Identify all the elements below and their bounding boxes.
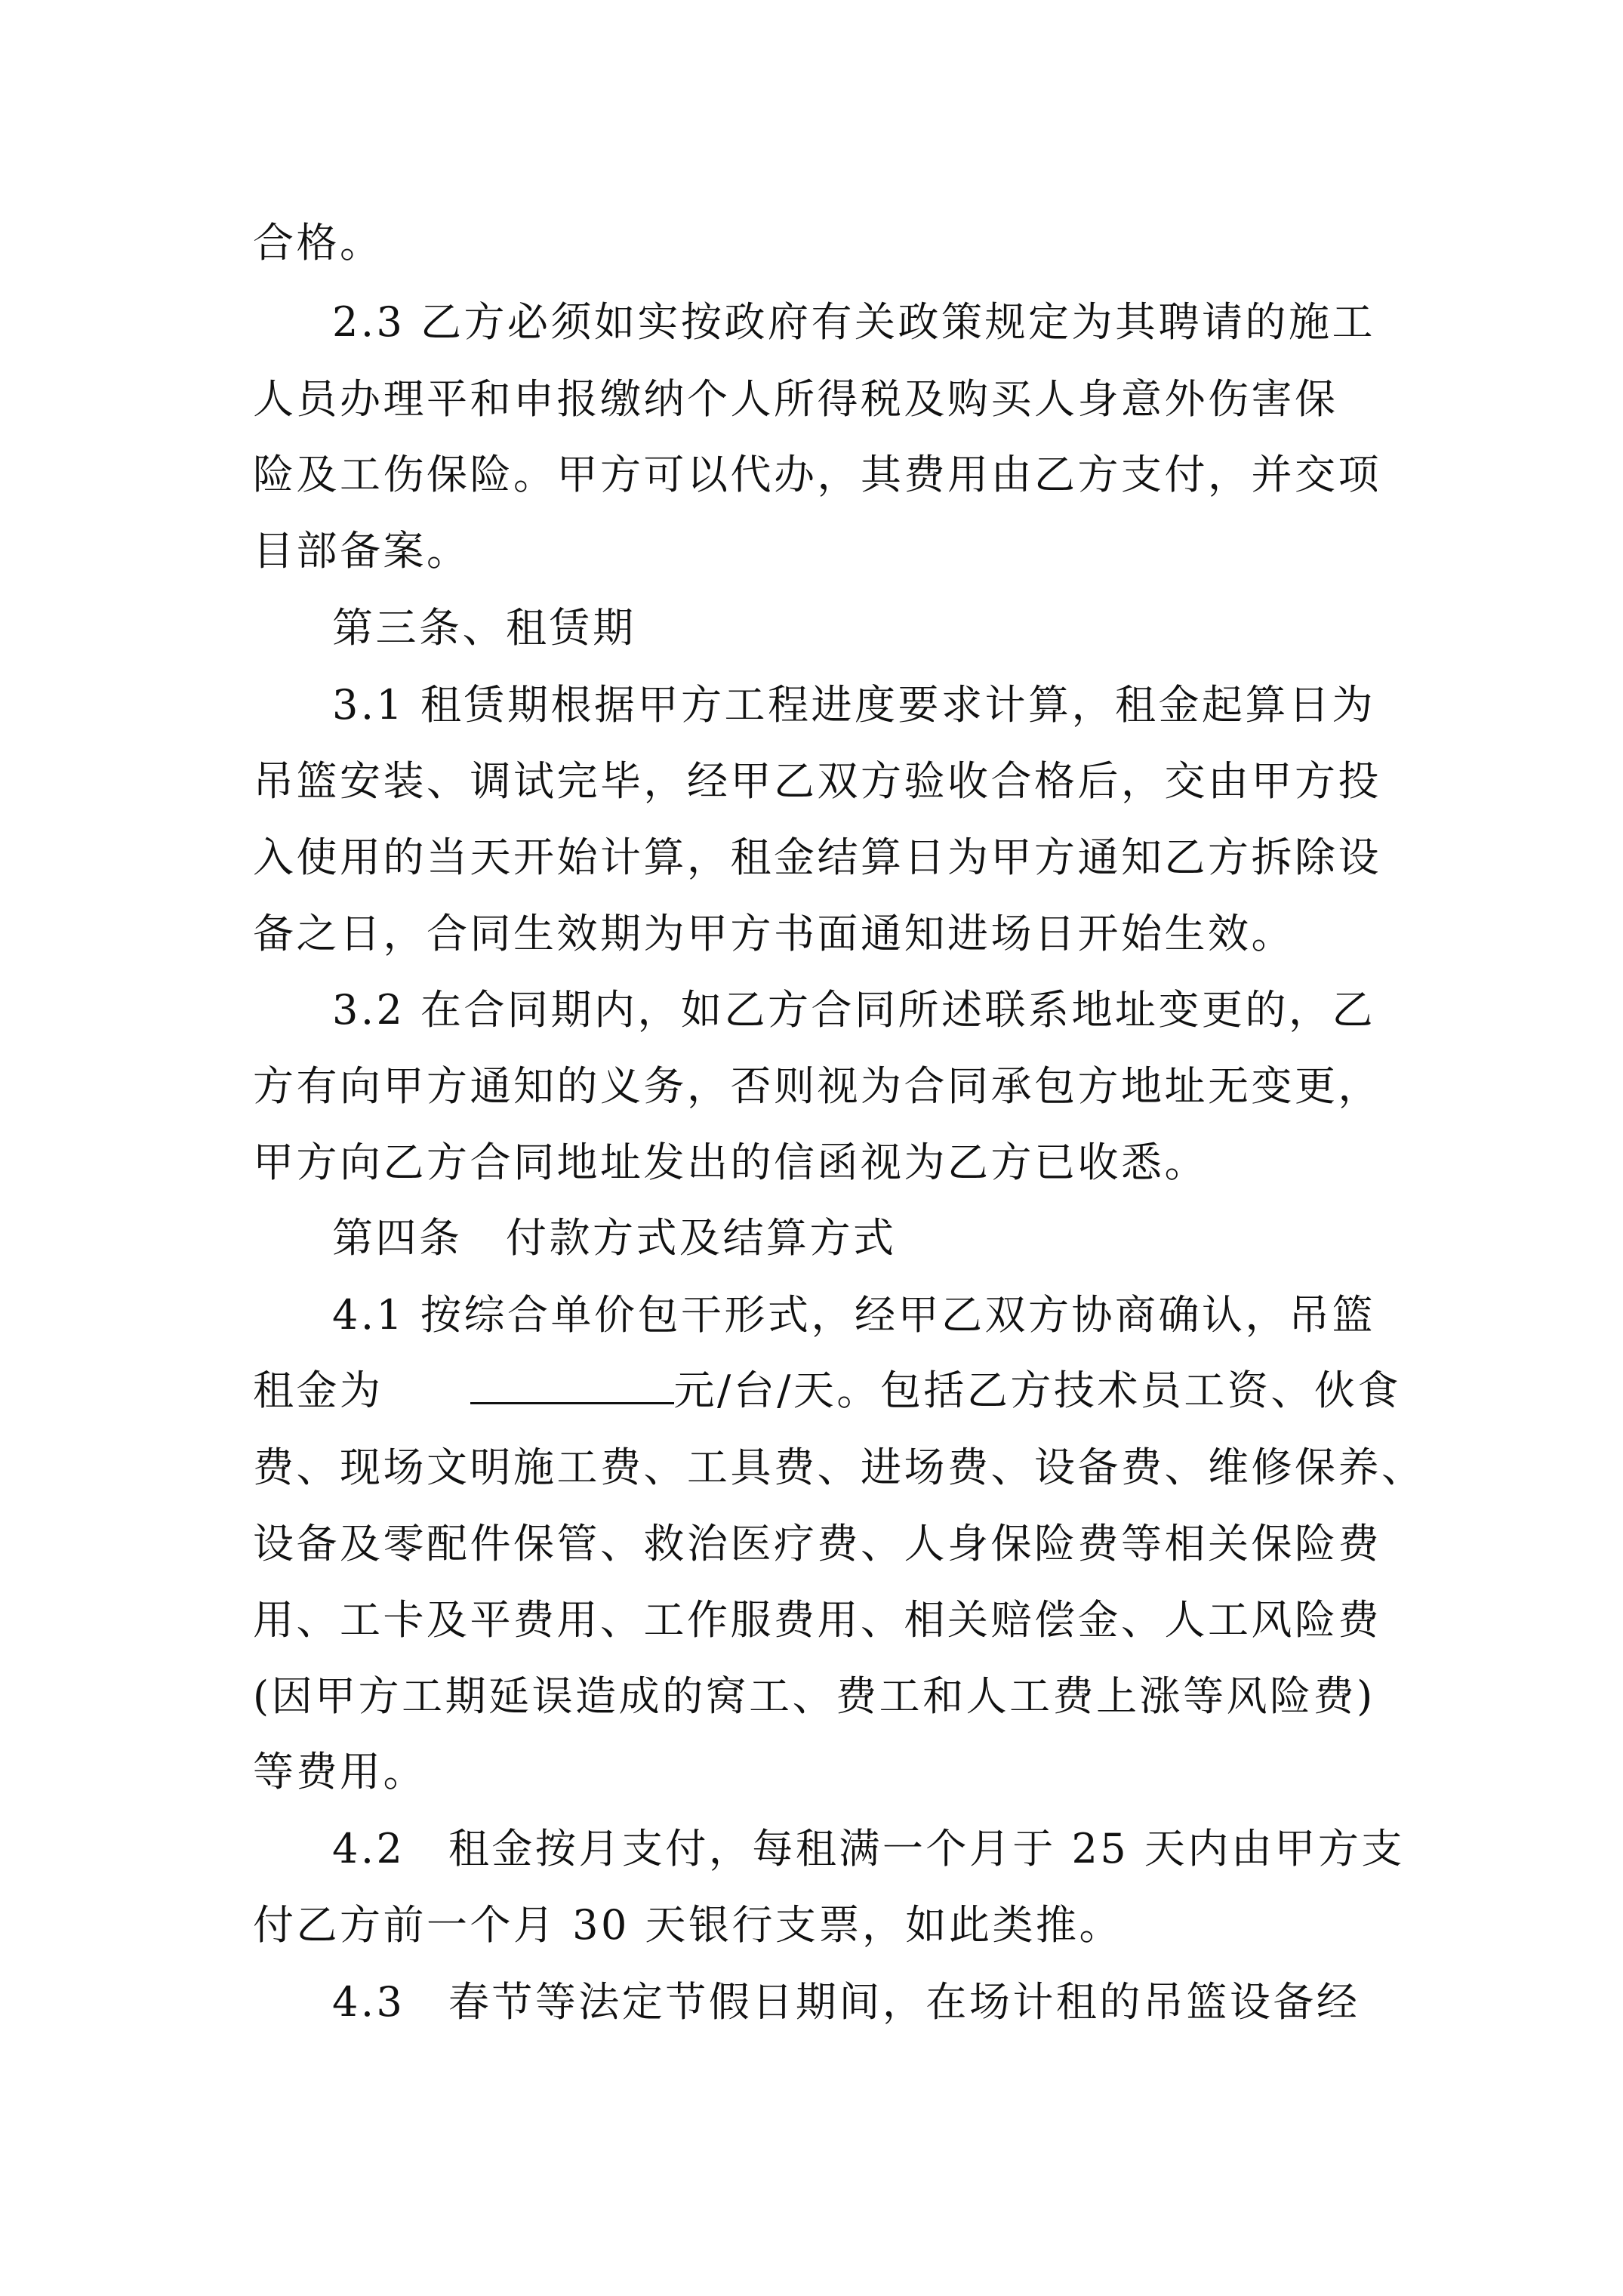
text-line: 费、现场文明施工费、工具费、进场费、设备费、维修保养、 — [253, 1444, 1425, 1491]
rent-amount-blank — [470, 1367, 674, 1404]
rent-label: 租金为 — [253, 1367, 383, 1414]
text-line: 甲方向乙方合同地址发出的信函视为乙方已收悉。 — [253, 1139, 1208, 1186]
text-line: 付乙方前一个月 30 天银行支票，如此类推。 — [253, 1901, 1123, 1949]
article-3-heading: 第三条、租赁期 — [332, 604, 636, 652]
rent-unit-text: 元/台/天。包括乙方技术员工资、伙食 — [673, 1367, 1401, 1414]
text-line: 方有向甲方通知的义务，否则视为合同承包方地址无变更， — [253, 1062, 1381, 1110]
text-line: 入使用的当天开始计算，租金结算日为甲方通知乙方拆除设 — [253, 834, 1381, 881]
clause-4-2-line: 4.2 租金按月支付，每租满一个月于 25 天内由甲方支 — [332, 1825, 1405, 1872]
clause-2-3-line: 2.3 乙方必须如实按政府有关政策规定为其聘请的施工 — [332, 298, 1376, 346]
clause-4-1-line: 4.1 按综合单价包干形式，经甲乙双方协商确认，吊篮 — [332, 1291, 1376, 1339]
text-line: 等费用。 — [253, 1748, 427, 1795]
text-line: 设备及零配件保管、救治医疗费、人身保险费等相关保险费 — [253, 1520, 1381, 1567]
clause-3-1-line: 3.1 租赁期根据甲方工程进度要求计算，租金起算日为 — [332, 681, 1376, 729]
clause-3-2-line: 3.2 在合同期内，如乙方合同所述联系地址变更的，乙 — [332, 986, 1376, 1034]
text-line: 备之日，合同生效期为甲方书面通知进场日开始生效。 — [253, 910, 1295, 957]
text-line: 吊篮安装、调试完毕，经甲乙双方验收合格后，交由甲方投 — [253, 757, 1381, 805]
clause-4-3-line: 4.3 春节等法定节假日期间，在场计租的吊篮设备经 — [332, 1978, 1360, 2026]
text-line: 用、工卡及平费用、工作服费用、相关赔偿金、人工风险费 — [253, 1596, 1381, 1644]
text-line: 险及工伤保险。甲方可以代办，其费用由乙方支付，并交项 — [253, 451, 1381, 498]
text-line: (因甲方工期延误造成的窝工、费工和人工费上涨等风险费) — [253, 1672, 1375, 1720]
article-4-heading: 第四条 付款方式及结算方式 — [332, 1214, 897, 1262]
text-line: 人员办理平和申报缴纳个人所得税及购买人身意外伤害保 — [253, 375, 1338, 423]
text-line: 目部备案。 — [253, 527, 470, 575]
rent-amount-line — [253, 1367, 1401, 1415]
text-line: 合格。 — [253, 219, 383, 267]
